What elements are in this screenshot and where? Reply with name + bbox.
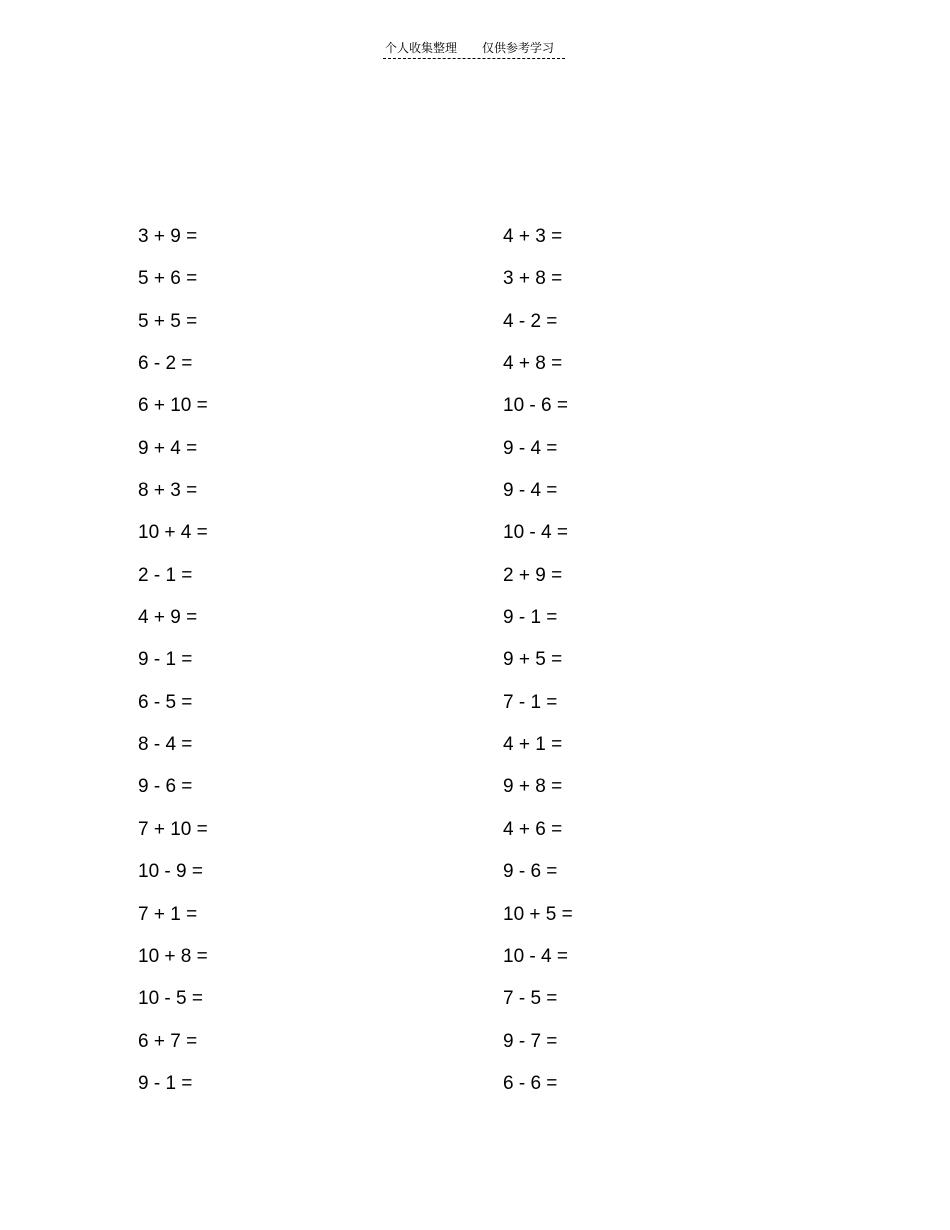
math-problem: 4 + 6 = [503,818,563,840]
math-problem: 10 + 5 = [503,903,573,925]
math-problem: 9 - 1 = [138,1072,193,1094]
math-problem: 9 - 7 = [503,1030,558,1052]
math-problem: 10 - 4 = [503,522,568,544]
math-problem: 8 - 4 = [138,734,193,756]
math-problem: 9 - 4 = [503,437,558,459]
page-header [383,38,565,59]
math-problem: 3 + 9 = [138,226,198,247]
math-problem: 9 + 5 = [503,649,563,671]
math-problem: 6 - 6 = [503,1072,558,1094]
math-problem: 2 - 1 = [138,564,193,586]
math-problem: 9 - 6 = [138,776,193,798]
math-problem: 6 - 2 = [138,353,193,375]
math-problem: 5 + 6 = [138,268,198,290]
math-problem: 7 + 10 = [138,818,208,840]
left-problem-column [138,224,208,1113]
math-problem: 10 - 9 = [138,861,203,883]
math-problem: 6 + 10 = [138,395,208,417]
math-problem: 6 + 7 = [138,1030,198,1052]
math-problem: 9 - 1 = [503,607,558,629]
right-problem-column [503,224,573,1113]
math-problem: 4 + 1 = [503,734,563,756]
math-problem: 7 - 5 = [503,988,558,1010]
math-problem: 9 - 1 = [138,649,193,671]
math-problem: 10 - 4 = [503,945,568,967]
math-problem: 3 + 8 = [503,268,563,290]
math-problem: 4 + 9 = [138,607,198,629]
math-problem: 6 - 5 = [138,691,193,713]
math-problem: 10 + 4 = [138,522,208,544]
math-problem: 10 - 6 = [503,395,568,417]
math-problem: 7 + 1 = [138,903,198,925]
math-problem: 2 + 9 = [503,564,563,586]
math-problem: 8 + 3 = [138,480,198,502]
math-problem: 9 - 6 = [503,861,558,883]
header-right-text: 仅供参考学习 [482,41,555,55]
math-problem: 5 + 5 = [138,310,198,332]
math-problem: 9 - 4 = [503,480,558,502]
math-problem: 10 + 8 = [138,945,208,967]
math-problem: 4 + 3 = [503,226,563,247]
math-problem: 4 + 8 = [503,353,563,375]
math-problem: 7 - 1 = [503,691,558,713]
math-problem: 10 - 5 = [138,988,203,1010]
math-problem: 9 + 8 = [503,776,563,798]
math-problem: 4 - 2 = [503,310,558,332]
math-problem: 9 + 4 = [138,437,198,459]
header-left-text: 个人收集整理 [385,41,458,55]
